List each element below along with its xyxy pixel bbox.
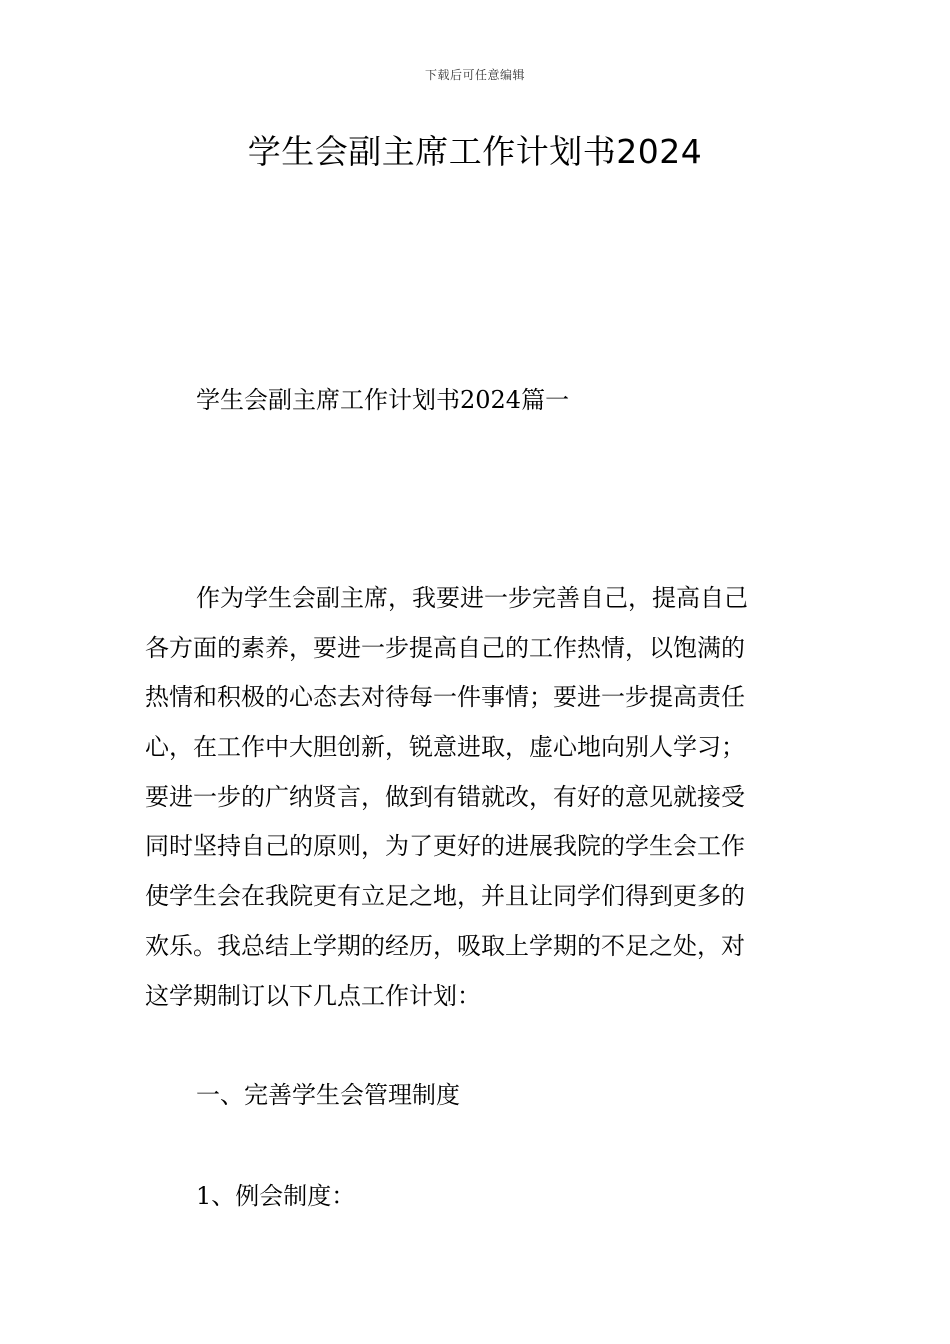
- paragraph-line: 心，在工作中大胆创新，锐意进取，虚心地向别人学习；: [145, 733, 745, 762]
- paragraph-line: 同时坚持自己的原则，为了更好的进展我院的学生会工作: [145, 832, 745, 861]
- paragraph-line: 使学生会在我院更有立足之地，并且让同学们得到更多的: [145, 882, 745, 911]
- paragraph-line: 这学期制订以下几点工作计划：: [145, 981, 481, 1010]
- body-paragraph: [145, 574, 807, 1021]
- paragraph-line: 热情和积极的心态去对待每一件事情；要进一步提高责任: [145, 683, 745, 712]
- paragraph-line: 要进一步的广纳贤言，做到有错就改，有好的意见就接受: [145, 782, 745, 811]
- header-note: 下载后可任意编辑: [424, 68, 525, 82]
- paragraph-line: 作为学生会副主席，我要进一步完善自己，提高自己: [196, 584, 748, 612]
- paragraph-line: 欢乐。我总结上学期的经历，吸取上学期的不足之处，对: [145, 931, 745, 960]
- document-title: 学生会副主席工作计划书2024: [247, 132, 703, 171]
- section-heading: 学生会副主席工作计划书2024篇一: [196, 386, 570, 414]
- item-heading: 1、例会制度：: [196, 1182, 356, 1210]
- paragraph-line: 各方面的素养，要进一步提高自己的工作热情，以饱满的: [145, 633, 745, 662]
- sub-heading: 一、完善学生会管理制度: [196, 1081, 460, 1109]
